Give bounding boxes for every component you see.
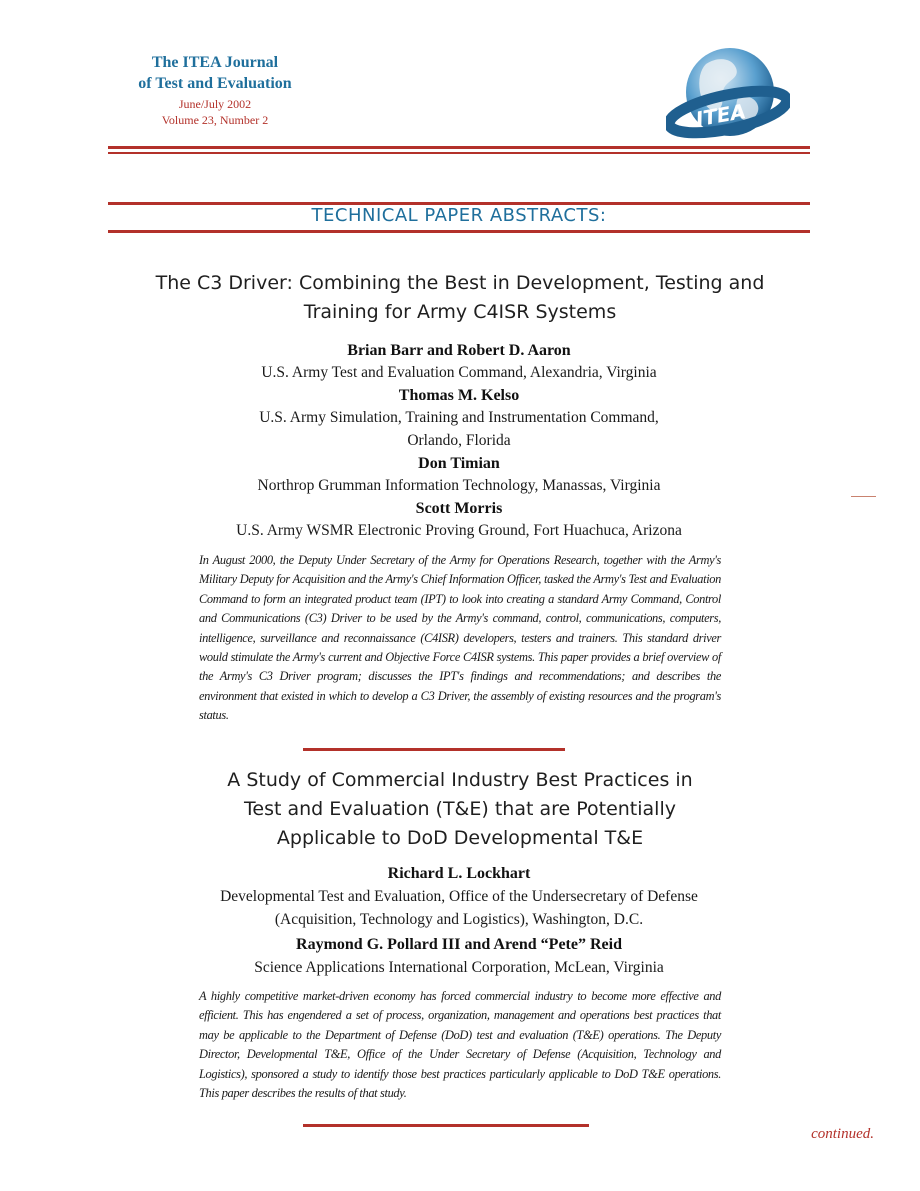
- margin-mark: [851, 496, 876, 497]
- header-rule-bottom: [108, 152, 810, 154]
- paper-1-author-3: Don Timian: [418, 455, 500, 472]
- itea-globe-logo: [666, 42, 790, 150]
- volume-number: Volume 23, Number 2: [161, 113, 269, 127]
- paper-2-affiliation-1a: Developmental Test and Evaluation, Office of the Undersecretary of Defense: [220, 888, 698, 905]
- paper-1-affiliation-1: U.S. Army Test and Evaluation Command, Alexandria, Virginia: [261, 364, 657, 381]
- paper-1-affiliation-3: Northrop Grumman Information Technology, Manassas, Virginia: [257, 477, 661, 494]
- continued-note: continued.: [811, 1126, 874, 1142]
- paper-1-title-line1: The C3 Driver: Combining the Best in Development, Testing and: [155, 272, 765, 294]
- paper-divider-1: [303, 748, 565, 751]
- paper-1-affiliation-2b: Orlando, Florida: [407, 432, 511, 449]
- paper-2-title-line3: Applicable to DoD Developmental T&E: [276, 827, 644, 849]
- paper-2-author-2: Raymond G. Pollard III and Arend “Pete” Reid: [296, 936, 622, 953]
- paper-1-author-1: Brian Barr and Robert D. Aaron: [347, 342, 571, 359]
- paper-1-author-4: Scott Morris: [415, 500, 503, 517]
- header-rule-top: [108, 146, 810, 149]
- paper-2-affiliation-2: Science Applications International Corporation, McLean, Virginia: [254, 959, 664, 976]
- paper-1-affiliation-4: U.S. Army WSMR Electronic Proving Ground, Fort Huachuca, Arizona: [236, 522, 682, 539]
- paper-2-title-line2: Test and Evaluation (T&E) that are Potentially: [244, 798, 676, 820]
- paper-2-title-line1: A Study of Commercial Industry Best Practices in: [227, 769, 693, 791]
- paper-1-affiliation-2a: U.S. Army Simulation, Training and Instrumentation Command,: [259, 409, 659, 426]
- paper-2-affiliation-1b: (Acquisition, Technology and Logistics), Washington, D.C.: [274, 911, 644, 928]
- issue-date: June/July 2002: [178, 97, 252, 111]
- journal-title-line1: The ITEA Journal: [151, 54, 279, 71]
- paper-divider-2: [303, 1124, 589, 1127]
- logo-text: ITEA: [693, 98, 748, 132]
- paper-1-abstract: In August 2000, the Deputy Under Secretary of the Army for Operations Research, together with the Army's Military Deputy for Acquisition and the Army's Chief Information Officer, tasked the Army's Test and Evaluation Command to form an integrated product team (IPT) to look into creating a standard Army Command, Control and Communications (C3) Driver to be used by the Army's command, control, communications, computers, intelligence, surveillance and reconnaissance (C4ISR) developers, testers and trainers. This standard driver would stimulate the Army's current and Objective Force C4ISR systems. This paper provides a brief overview of the Army's C3 Driver program; discusses the IPT's findings and recommendations; and describes the environment that existed in which to develop a C3 Driver, the assembly of existing resources and the program's status.: [199, 553, 721, 723]
- paper-2-abstract: A highly competitive market-driven economy has forced commercial industry to become more effective and efficient. This has engendered a set of process, organization, management and operations best practices that may be applicable to the Department of Defense (DoD) test and evaluation (T&E) operations. The Deputy Director, Developmental T&E, Office of the Under Secretary of Defense (Acquisition, Technology and Logistics), sponsored a study to identify those best practices particularly applicable to DoD T&E operations. This paper describes the results of that study.: [199, 989, 721, 1101]
- paper-1-author-2: Thomas M. Kelso: [398, 387, 520, 404]
- paper-1-title: [110, 269, 810, 327]
- journal-title: [110, 52, 320, 94]
- journal-title-line2: of Test and Evaluation: [138, 75, 292, 92]
- section-heading: TECHNICAL PAPER ABSTRACTS:: [311, 205, 607, 226]
- paper-2-title: [110, 766, 810, 853]
- paper-2-author-1: Richard L. Lockhart: [387, 865, 531, 882]
- section-rule-bottom: [108, 230, 810, 233]
- paper-1-title-line2: Training for Army C4ISR Systems: [303, 301, 617, 323]
